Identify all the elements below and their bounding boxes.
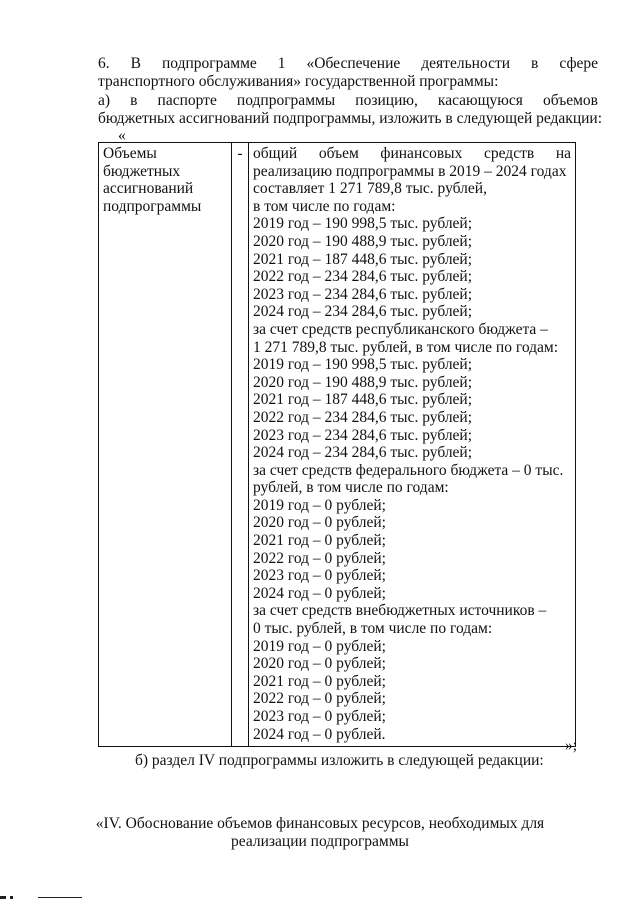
- table-row: [99, 143, 576, 747]
- paragraph-6-line-1: 6. В подпрограмме 1 «Обеспечение деятельности в сфере: [98, 55, 598, 72]
- content-line: 2022 год – 0 рублей;: [253, 549, 386, 567]
- content-line: 2020 год – 0 рублей;: [253, 514, 386, 532]
- content-line: рублей, в том числе по годам:: [253, 479, 449, 497]
- scan-marks: [0, 896, 90, 900]
- content-line: 2020 год – 190 488,9 тыс. рублей;: [253, 232, 473, 250]
- label-line: Объемы: [103, 145, 157, 162]
- closing-quote: »;: [565, 737, 578, 754]
- content-line: 2024 год – 0 рублей;: [253, 584, 386, 602]
- item-a-line-2: бюджетных ассигнований подпрограммы, изложить в следующей редакции:: [98, 110, 603, 127]
- item-a-line-1: а) в паспорте подпрограммы позицию, касающуюся объемов: [98, 92, 598, 109]
- content-line: за счет средств республиканского бюджета –: [253, 320, 548, 338]
- content-line: 2022 год – 0 рублей;: [253, 690, 386, 708]
- budget-table: [98, 142, 576, 747]
- content-line: 2019 год – 190 998,5 тыс. рублей;: [253, 356, 473, 374]
- content-line: 2024 год – 0 рублей.: [253, 725, 386, 743]
- content-line: составляет 1 271 789,8 тыс. рублей,: [253, 180, 487, 198]
- content-line: реализацию подпрограммы в 2019 – 2024 годах: [253, 162, 567, 180]
- content-line: в том числе по годам:: [253, 197, 396, 215]
- paragraph-6-line-2: транспортного обслуживания» государственной программы:: [98, 73, 499, 90]
- content-line: 2021 год – 0 рублей;: [253, 532, 386, 550]
- section-heading-line-1: «IV. Обоснование объемов финансовых ресурсов, необходимых для: [95, 815, 545, 832]
- scan-mark: [0, 896, 6, 899]
- dash-cell: [232, 143, 249, 747]
- scan-mark: [10, 896, 13, 899]
- content-line: 2024 год – 234 284,6 тыс. рублей;: [253, 303, 473, 321]
- content-line: 2019 год – 0 рублей;: [253, 496, 386, 514]
- content-cell: [249, 143, 576, 747]
- label-cell: [99, 143, 232, 747]
- content-line: 1 271 789,8 тыс. рублей, в том числе по годам:: [253, 338, 559, 356]
- dash-mark: -: [237, 145, 243, 162]
- label-line: бюджетных: [103, 162, 181, 180]
- content-line: 2021 год – 187 448,6 тыс. рублей;: [253, 391, 473, 409]
- content-line: общий объем финансовых средств на: [253, 145, 571, 162]
- content-line: за счет средств федерального бюджета – 0 тыс.: [253, 461, 564, 479]
- item-b: б) раздел IV подпрограммы изложить в следующей редакции:: [135, 752, 544, 769]
- content-line: 2020 год – 190 488,9 тыс. рублей;: [253, 373, 473, 391]
- content-line: 2021 год – 187 448,6 тыс. рублей;: [253, 250, 473, 268]
- content-line: 2023 год – 0 рублей;: [253, 567, 386, 585]
- content-line: 2022 год – 234 284,6 тыс. рублей;: [253, 268, 473, 286]
- content-line: 2019 год – 190 998,5 тыс. рублей;: [253, 215, 473, 233]
- content-line: 2023 год – 234 284,6 тыс. рублей;: [253, 426, 473, 444]
- content-line: 2020 год – 0 рублей;: [253, 655, 386, 673]
- content-line: 2024 год – 234 284,6 тыс. рублей;: [253, 444, 473, 462]
- content-line: 2021 год – 0 рублей;: [253, 672, 386, 690]
- label-line: ассигнований: [103, 180, 194, 198]
- content-line: 2022 год – 234 284,6 тыс. рублей;: [253, 408, 473, 426]
- content-line: 2023 год – 0 рублей;: [253, 708, 386, 725]
- content-line: 2019 год – 0 рублей;: [253, 637, 386, 655]
- opening-quote: «: [118, 127, 126, 144]
- content-line: 0 тыс. рублей, в том числе по годам:: [253, 620, 493, 638]
- scan-mark: [38, 897, 82, 898]
- content-line: 2023 год – 234 284,6 тыс. рублей;: [253, 285, 473, 303]
- section-heading-line-2: реализации подпрограммы: [231, 833, 409, 850]
- label-line: подпрограммы: [103, 197, 202, 215]
- content-line: за счет средств внебюджетных источников –: [253, 602, 547, 620]
